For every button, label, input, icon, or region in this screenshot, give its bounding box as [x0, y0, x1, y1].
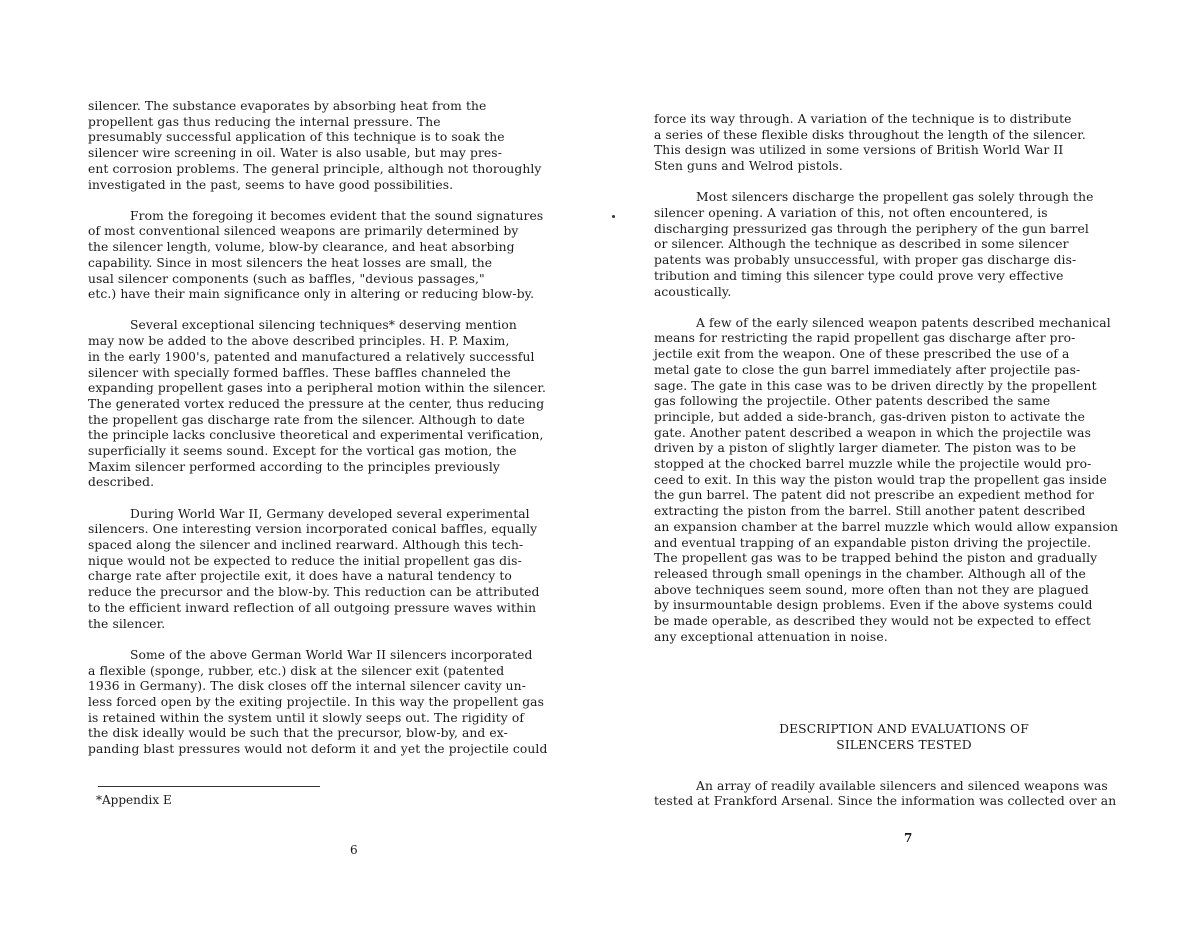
text-line: described.: [88, 475, 155, 490]
left-column-text: [88, 99, 598, 758]
text-line: and eventual trapping of an expandable piston driving the projectile.: [654, 535, 1092, 550]
paragraph: [88, 99, 598, 193]
section-heading: [654, 721, 1154, 753]
text-line: gate. Another patent described a weapon in which the projectile was: [654, 425, 1092, 440]
text-line: ent corrosion problems. The general principle, although not thoroughly: [88, 161, 542, 176]
page-number-left: 6: [350, 843, 358, 857]
text-line: ceed to exit. In this way the piston would trap the propellent gas inside: [654, 472, 1107, 487]
paragraph: [88, 648, 598, 758]
text-line: means for restricting the rapid propellent gas discharge after pro-: [654, 331, 1076, 346]
footnote-divider: [98, 786, 320, 787]
text-line: Most silencers discharge the propellent gas solely through the: [696, 190, 1094, 205]
text-line: charge rate after projectile exit, it does have a natural tendency to: [88, 569, 512, 584]
text-line: A few of the early silenced weapon patents described mechanical: [696, 315, 1111, 330]
text-line: presumably successful application of this technique is to soak the: [88, 130, 505, 145]
text-line: silencer with specially formed baffles. These baffles channeled the: [88, 365, 511, 380]
text-line: The propellent gas was to be trapped behind the piston and gradually: [654, 551, 1098, 566]
text-line: any exceptional attenuation in noise.: [654, 629, 888, 644]
text-line: silencer wire screening in oil. Water is also usable, but may pres-: [88, 146, 502, 161]
text-line: expanding propellent gases into a peripheral motion within the silencer.: [88, 381, 546, 396]
text-line: silencer opening. A variation of this, not often encountered, is: [654, 206, 1048, 221]
text-line: capability. Since in most silencers the heat losses are small, the: [88, 255, 493, 270]
text-line: the disk ideally would be such that the precursor, blow-by, and ex-: [88, 726, 508, 741]
paragraph: [654, 190, 1154, 300]
text-line: spaced along the silencer and inclined rearward. Although this tech-: [88, 538, 524, 553]
text-line: by insurmountable design problems. Even if the above systems could: [654, 598, 1093, 613]
text-line: the principle lacks conclusive theoretical and experimental verification,: [88, 428, 544, 443]
text-line: Several exceptional silencing techniques* deserving mention: [130, 318, 517, 333]
text-line: discharging pressurized gas through the periphery of the gun barrel: [654, 221, 1089, 236]
right-column-text: [654, 112, 1154, 810]
text-line: be made operable, as described they would not be expected to effect: [654, 614, 1091, 629]
text-line: gas following the projectile. Other patents described the same: [654, 394, 1051, 409]
text-line: may now be added to the above described principles. H. P. Maxim,: [88, 334, 510, 349]
paragraph: [88, 209, 598, 303]
page-number-right: 7: [904, 831, 913, 845]
text-line: a series of these flexible disks throughout the length of the silencer.: [654, 127, 1086, 142]
text-line: usal silencer components (such as baffles, "devious passages,": [88, 271, 485, 286]
text-line: jectile exit from the weapon. One of these prescribed the use of a: [654, 347, 1070, 362]
text-line: superficially it seems sound. Except for the vortical gas motion, the: [88, 444, 517, 459]
text-line: silencer. The substance evaporates by absorbing heat from the: [88, 99, 487, 113]
text-line: force its way through. A variation of the technique is to distribute: [654, 112, 1072, 126]
text-line: an expansion chamber at the barrel muzzle which would allow expansion: [654, 519, 1119, 534]
paragraph: [88, 318, 598, 491]
text-line: tested at Frankford Arsenal. Since the information was collected over an: [654, 794, 1117, 809]
text-line: driven by a piston of slightly larger diameter. The piston was to be: [654, 441, 1077, 456]
text-line: Some of the above German World War II silencers incorporated: [130, 647, 533, 662]
text-line: patents was probably unsuccessful, with proper gas discharge dis-: [654, 253, 1077, 268]
paragraph: [88, 507, 598, 633]
text-line: From the foregoing it becomes evident that the sound signatures: [130, 208, 544, 223]
text-line: The generated vortex reduced the pressure at the center, thus reducing: [88, 396, 545, 411]
text-line: the gun barrel. The patent did not prescribe an expedient method for: [654, 488, 1094, 503]
text-line: stopped at the chocked barrel muzzle while the projectile would pro-: [654, 457, 1092, 472]
text-line: Maxim silencer performed according to the principles previously: [88, 459, 500, 474]
text-line: nique would not be expected to reduce the initial propellent gas dis-: [88, 553, 522, 568]
text-line: tribution and timing this silencer type could prove very effective: [654, 268, 1064, 283]
right-page: [600, 0, 1200, 927]
text-line: investigated in the past, seems to have good possibilities.: [88, 177, 454, 192]
text-line: Sten guns and Welrod pistols.: [654, 159, 843, 174]
section-heading-line: DESCRIPTION AND EVALUATIONS OF: [779, 721, 1029, 736]
text-line: above techniques seem sound, more often than not they are plagued: [654, 582, 1089, 597]
text-line: a flexible (sponge, rubber, etc.) disk at the silencer exit (patented: [88, 663, 505, 678]
text-line: released through small openings in the chamber. Although all of the: [654, 566, 1086, 581]
text-line: metal gate to close the gun barrel immediately after projectile pas-: [654, 362, 1081, 377]
text-line: reduce the precursor and the blow-by. This reduction can be attributed: [88, 585, 540, 600]
text-line: 1936 in Germany). The disk closes off the internal silencer cavity un-: [88, 679, 526, 694]
footnote: *Appendix E: [96, 793, 172, 807]
paragraph: [654, 112, 1154, 175]
text-line: panding blast pressures would not deform it and yet the projectile could: [88, 742, 548, 757]
text-line: etc.) have their main significance only in altering or reducing blow-by.: [88, 287, 535, 302]
text-line: extracting the piston from the barrel. Still another patent described: [654, 504, 1086, 519]
text-line: or silencer. Although the technique as described in some silencer: [654, 237, 1069, 252]
text-line: silencers. One interesting version incorporated conical baffles, equally: [88, 522, 538, 537]
text-line: propellent gas thus reducing the internal pressure. The: [88, 114, 441, 129]
text-line: the silencer.: [88, 616, 166, 631]
text-line: of most conventional silenced weapons are primarily determined by: [88, 224, 519, 239]
paragraph: [654, 316, 1154, 646]
text-line: principle, but added a side-branch, gas-driven piston to activate the: [654, 409, 1085, 424]
text-line: This design was utilized in some versions of British World War II: [654, 143, 1064, 158]
text-line: is retained within the system until it slowly seeps out. The rigidity of: [88, 710, 524, 725]
text-line: During World War II, Germany developed several experimental: [130, 506, 530, 521]
paragraph: [654, 779, 1154, 810]
text-line: sage. The gate in this case was to be driven directly by the propellent: [654, 378, 1097, 393]
text-line: to the efficient inward reflection of all outgoing pressure waves within: [88, 600, 537, 615]
text-line: the silencer length, volume, blow-by clearance, and heat absorbing: [88, 240, 515, 255]
section-heading-line: SILENCERS TESTED: [836, 737, 972, 752]
text-line: An array of readily available silencers and silenced weapons was: [696, 778, 1108, 793]
text-line: the propellent gas discharge rate from the silencer. Although to date: [88, 412, 525, 427]
text-line: in the early 1900's, patented and manufactured a relatively successful: [88, 349, 535, 364]
text-line: acoustically.: [654, 284, 732, 299]
text-line: less forced open by the exiting projectile. In this way the propellent gas: [88, 694, 545, 709]
